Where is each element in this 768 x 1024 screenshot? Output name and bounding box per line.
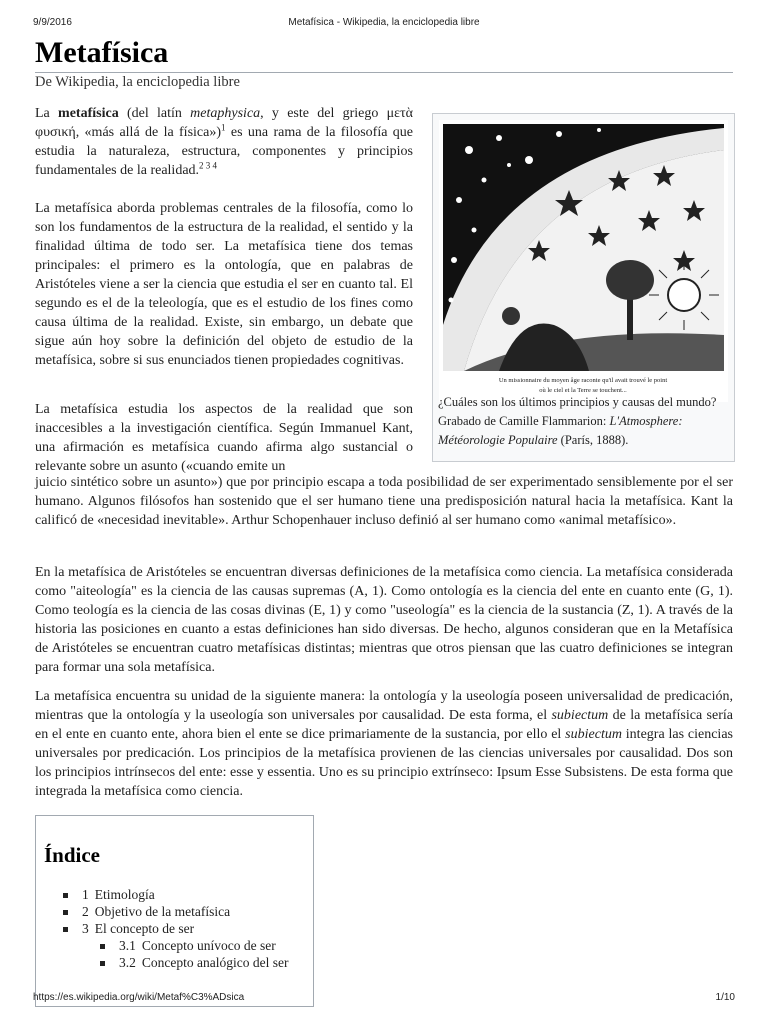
toc-list (54, 886, 288, 971)
intro-paragraph: La metafísica (del latín metaphysica, y este del griego μετὰ φυσική, «más allá de la física»)$^1$ es una rama de la filosofía que estudia la naturaleza, estructura, componentes y principios fundamentales de la realidad.$^{2 3 4}$ (35, 106, 414, 178)
toc-item-concepto-de-ser[interactable]: 3 El concepto de ser (54, 920, 288, 937)
figure-caption: ¿Cuáles son los últimos principios y causas del mundo? Grabado de Camille Flammarion: L'Atmosphere: Météorologie Populaire (París, 1888). (438, 395, 717, 447)
print-url: https://es.wikipedia.org/wiki/Metaf%C3%ADsica (33, 992, 245, 1003)
term-link: metafísica (58, 106, 119, 121)
engraving-caption-line2: où le ciel et la Terre se touchent... (539, 387, 627, 394)
title-divider (35, 72, 733, 73)
paragraph-4: En la metafísica de Aristóteles se encuentran diversas definiciones de la metafísica como ciencia. La metafísica considerada como "aiteología" es la ciencia de las causas supremas (A, 1). Como ontología es la ciencia del ente en cuanto ente (G, 1). Como teología es la ciencia de las cosas divinas (E, 1) y como "useología" es la ciencia de la sustancia (Z, 1). A través de la historia las posiciones en cuanto a estas definiciones han sido diversas. De hecho, algunos consideran que en la Metafísica de Aristóteles se encuentran cuatro metafísicas distintas; mientras que otros piensan que las cuatro definiciones se integran para formar una sola metafísica. (35, 565, 733, 675)
toc-item-objetivo[interactable]: 2 Objetivo de la metafísica (54, 903, 288, 920)
print-page-title: Metafísica - Wikipedia, la enciclopedia libre (288, 17, 480, 28)
toc-item-etimologia[interactable]: 1 Etimología (54, 886, 288, 903)
paragraph-5: La metafísica encuentra su unidad de la siguiente manera: la ontología y la useología poseen universalidad de predicación, mientras que la ontología y la useología son universales por causalidad. De esta forma, el subiectum de la metafísica sería en el ente en cuanto ente, ahora bien el ente se dice primariamente de la sustancia, por ello el subiectum integra las ciencias universales por predicación. Los principios de la metafísica provienen de las ciencias universales por causalidad. Dos son los principios intrínsecos del ente: esse y essentia. Uno es su principio extrínseco: Ipsum Esse Subsistens. De esta forma que integrada la metafísica como ciencia. (35, 689, 733, 799)
reference-link[interactable]: 1 (221, 122, 226, 133)
paragraph-3b: juicio sintético sobre un asunto») que por principio escapa a toda posibilidad de ser experimentado sensiblemente por el ser humano. Algunos filósofos han sostenido que el ser humano tiene una predisposición natural hacia la metafísica. Kant la calificó de «necesidad inevitable». Arthur Schopenhauer incluso definió al ser humano como «animal metafísico». (35, 475, 733, 528)
paragraph-3a: La metafísica estudia los aspectos de la realidad que son inaccesibles a la investigación científica. Según Immanuel Kant, una afirmación es metafísica cuando afirma algo sustancial o relevante sobre un asunto («cuando emite un (35, 402, 413, 474)
toc-title: Índice (44, 843, 101, 867)
flammarion-engraving[interactable] (439, 120, 728, 402)
page-tagline: De Wikipedia, la enciclopedia libre (35, 74, 240, 90)
print-page-number: 1/10 (715, 992, 735, 1003)
paragraph-2: La metafísica aborda problemas centrales de la filosofía, como lo son los fundamentos de la estructura de la realidad, el sentido y la finalidad última de todo ser. La metafísica tiene dos temas principales: el primero es la ontología, que en palabras de Aristóteles viene a ser la ciencia que estudia el ser en cuanto tal. El segundo es el de la teleología, que es el estudio de los fines como causa última de la realidad. Existe, sin embargo, un debate que sigue aún hoy sobre la definición del objeto de estudio de la metafísica, sobre si sus enunciados tienen propiedades cognitivas. (35, 201, 413, 368)
table-of-contents (35, 815, 314, 1007)
toc-item-concepto-analogico[interactable]: 3.2 Concepto analógico del ser (91, 954, 288, 971)
thumbnail-figure (432, 113, 735, 462)
reference-links[interactable]: 2 3 4 (199, 160, 218, 171)
toc-item-concepto-univoco[interactable]: 3.1 Concepto unívoco de ser (91, 937, 288, 954)
engraving-caption-line1: Un missionnaire du moyen âge raconte qu'il avait trouvé le point (498, 377, 668, 384)
print-date: 9/9/2016 (33, 17, 72, 28)
page-title: Metafísica (35, 36, 169, 69)
